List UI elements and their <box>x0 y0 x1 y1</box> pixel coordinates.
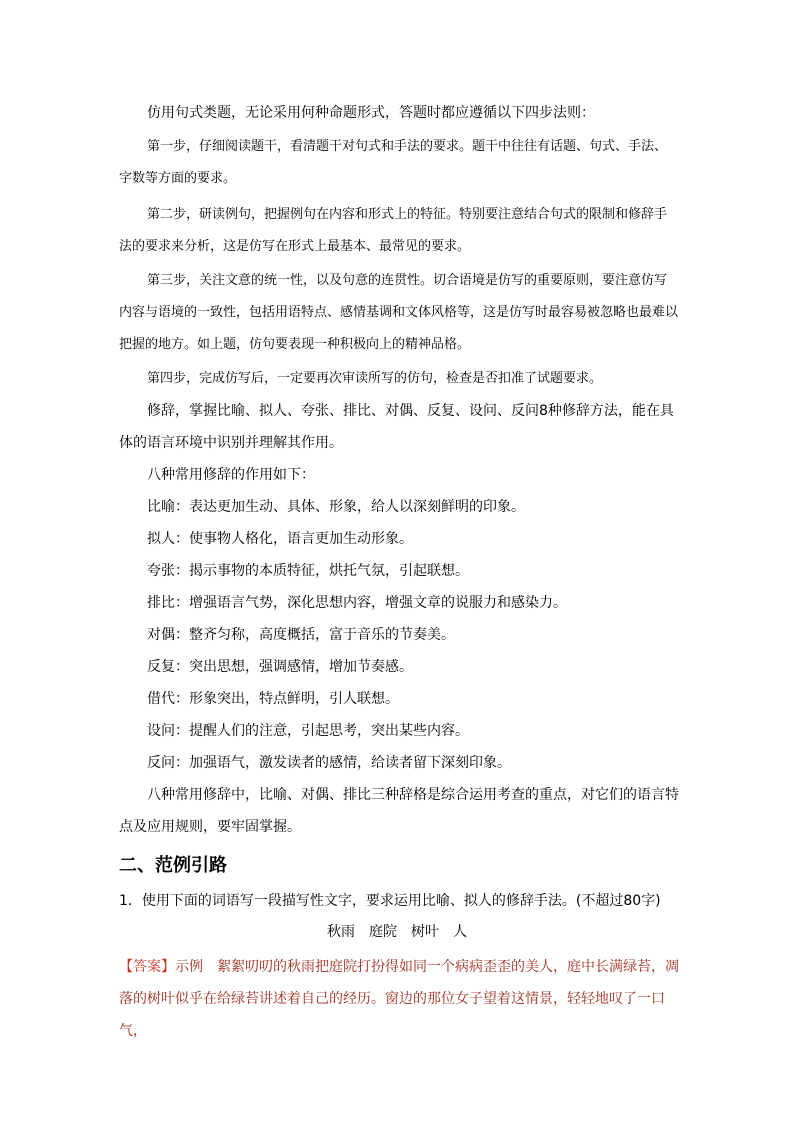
rhetoric-item-hypophora: 设问：提醒人们的注意，引起思考，突出某些内容。 <box>147 723 469 739</box>
rhetoric-item-hyperbole: 夸张：揭示事物的本质特征，烘托气氛，引起联想。 <box>147 563 469 579</box>
rhetoric-item-metaphor: 比喻：表达更加生动、具体、形象，给人以深刻鲜明的印象。 <box>147 499 525 515</box>
rhetoric-item-repetition: 反复：突出思想，强调感情，增加节奏感。 <box>147 659 413 675</box>
rhetoric-item-metonymy: 借代：形象突出，特点鲜明，引人联想。 <box>147 691 399 707</box>
rhetoric-item-parallelism: 排比：增强语言气势，深化思想内容，增强文章的说服力和感染力。 <box>147 595 567 611</box>
rhetoric-intro-paragraph: 修辞，掌握比喻、拟人、夸张、排比、对偶、反复、设问、反问8种修辞方法，能在具体的语言环境中识别并理解其作用。 <box>119 403 674 451</box>
answer-text: 示例 絮絮叨叨的秋雨把庭院打扮得如同一个病病歪歪的美人，庭中长满绿苔，凋落的树叶似乎在给绿苔讲述着自己的经历。窗边的那位女子望着这情景，轻轻地叹了一口气， <box>119 959 679 1039</box>
intro-paragraph: 仿用句式类题，无论采用何种命题形式，答题时都应遵循以下四步法则： <box>147 105 595 121</box>
answer-paragraph <box>119 951 679 1047</box>
step-2-paragraph: 第二步，研读例句，把握例句在内容和形式上的特征。特别要注意结合句式的限制和修辞手法的要求来分析，这是仿写在形式上最基本、最常见的要求。 <box>119 207 668 254</box>
question-words: 秋雨 庭院 树叶 人 <box>327 924 467 940</box>
rhetoric-summary-paragraph: 八种常用修辞中，比喻、对偶、排比三种辞格是综合运用考查的重点，对它们的语言特点及应用规则，要牢固掌握。 <box>119 787 679 835</box>
answer-tag: 【答案】 <box>119 959 175 975</box>
section-heading: 二、范例引路 <box>119 855 227 876</box>
step-4-paragraph: 第四步，完成仿写后，一定要再次审读所写的仿句，检查是否扣准了试题要求。 <box>147 371 603 386</box>
step-3-paragraph: 第三步，关注文意的统一性，以及句意的连贯性。切合语境是仿写的重要原则，要注意仿写内容与语境的一致性，包括用语特点、感情基调和文体风格等，这是仿写时最容易被忽略也最难以把握的地方。如上题，仿句要表现一种积极向上的精神品格。 <box>119 273 679 352</box>
question-text: 1．使用下面的词语写一段描写性文字，要求运用比喻、拟人的修辞手法。(不超过80字) <box>119 893 661 909</box>
rhetoric-item-rhetorical-question: 反问：加强语气，激发读者的感情，给读者留下深刻印象。 <box>147 755 511 771</box>
rhetoric-item-antithesis: 对偶：整齐匀称，高度概括，富于音乐的节奏美。 <box>147 627 455 643</box>
step-1-paragraph: 第一步，仔细阅读题干，看清题干对句式和手法的要求。题干中往往有话题、句式、手法、字数等方面的要求。 <box>119 139 668 186</box>
rhetoric-item-personification: 拟人：使事物人格化，语言更加生动形象。 <box>147 531 413 547</box>
rhetoric-list-title: 八种常用修辞的作用如下： <box>147 467 315 483</box>
